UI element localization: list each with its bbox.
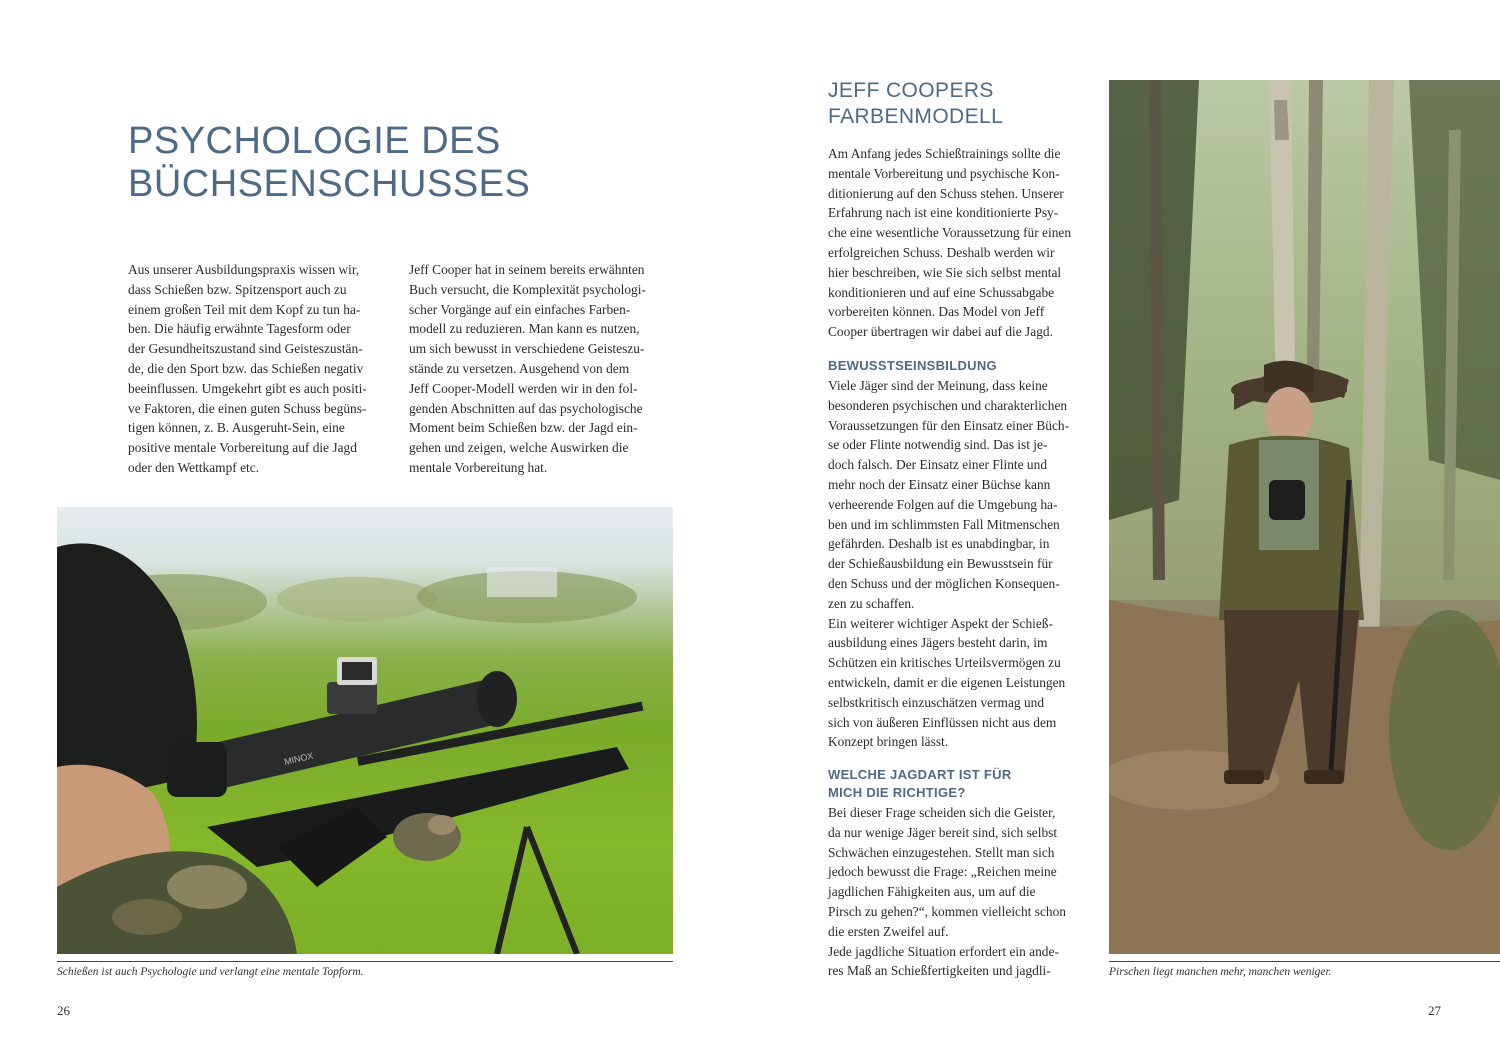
- text-line: doch falsch. Der Einsatz einer Flinte und: [828, 457, 1048, 473]
- text-line: gefährden. Deshalb ist es unabdingbar, in: [828, 536, 1050, 552]
- text-line: genden Abschnitten auf das psychologische: [409, 400, 643, 416]
- scope-brand: MINOX: [283, 750, 315, 767]
- text-line: Schwächen einzugestehen. Stellt man sich: [828, 844, 1055, 860]
- text-line: Bei dieser Frage scheiden sich die Geister,: [828, 805, 1056, 820]
- caption-rule: [57, 961, 673, 962]
- text-line: de, die den Sport bzw. das Schießen negativ: [128, 360, 364, 376]
- text-line: besonderen psychischen und charakterlichen: [828, 397, 1068, 413]
- text-line: vorbereiten können. Das Model von Jeff: [828, 304, 1045, 320]
- text-line: Jeff Cooper-Modell werden wir in den fol-: [409, 380, 638, 396]
- text-line: mentale Vorbereitung hat.: [409, 459, 548, 475]
- text-line: se oder Flinte notwendig sind. Das ist je-: [828, 437, 1048, 453]
- text-line: modell zu reduzieren. Man kann es nutzen,: [409, 321, 640, 337]
- text-line: Erfahrung nach ist eine konditionierte Psy-: [828, 205, 1059, 221]
- text-line: Buch versucht, die Komplexität psychologi-: [409, 281, 646, 297]
- text-column-1: [128, 260, 390, 478]
- text-line: dass Schießen bzw. Spitzensport auch zu: [128, 281, 347, 297]
- text-line: verheerende Folgen auf die Umgebung ha-: [828, 496, 1058, 512]
- subheading-jagdart: [828, 766, 1012, 802]
- text-line: jagdlichen Fähigkeiten aus, um auf die: [828, 884, 1036, 900]
- text-line: Konzept bringen lässt.: [828, 734, 949, 750]
- text-line: Jede jagdliche Situation erfordert ein ande-: [828, 943, 1059, 959]
- photo-caption: Pirschen liegt manchen mehr, manchen weniger.: [1109, 966, 1332, 978]
- subheading-line: BEWUSSTSEINSBILDUNG: [828, 358, 997, 373]
- text-line: einem großen Teil mit dem Kopf zu tun ha-: [128, 301, 361, 317]
- heading-line: FARBENMODELL: [828, 105, 1004, 128]
- text-line: entwickeln, damit er die eigenen Leistungen: [828, 674, 1066, 690]
- rifle-scope-illustration: [57, 507, 673, 954]
- text-line: Viele Jäger sind der Meinung, dass keine: [828, 378, 1048, 393]
- section1-text: [828, 376, 1090, 752]
- intro-text: [828, 144, 1090, 342]
- text-line: che eine wesentliche Voraussetzung für einen: [828, 225, 1072, 241]
- text-line: mentale Vorbereitung und psychische Kon-: [828, 165, 1060, 181]
- text-line: ben und im schlimmsten Fall Mitmenschen: [828, 516, 1060, 532]
- text-line: zen zu schaffen.: [828, 595, 915, 611]
- page-title: [128, 120, 688, 206]
- title-line: PSYCHOLOGIE DES: [128, 120, 501, 162]
- text-line: stände zu versetzen. Ausgehend von dem: [409, 360, 630, 376]
- text-line: erfolgreichen Schuss. Deshalb werden wir: [828, 244, 1055, 260]
- text-line: res Maß an Schießfertigkeiten und jagdli-: [828, 963, 1051, 979]
- text-line: jedoch bewusst die Frage: „Reichen meine: [828, 864, 1057, 880]
- text-line: die ersten Zweifel auf.: [828, 923, 949, 939]
- text-line: den Schuss und der möglichen Konsequen-: [828, 575, 1060, 591]
- text-line: scher Vorgänge auf ein einfaches Farben-: [409, 301, 631, 317]
- subheading-line: MICH DIE RICHTIGE?: [828, 785, 966, 800]
- text-line: Voraussetzungen für den Einsatz einer Büch-: [828, 417, 1070, 433]
- text-line: beeinflussen. Umgekehrt gibt es auch positi-: [128, 380, 367, 396]
- text-line: Pirsch zu gehen?“, kommen vielleicht schon: [828, 903, 1066, 919]
- text-line: Cooper übertragen wir dabei auf die Jagd.: [828, 324, 1053, 340]
- page-number: 26: [57, 1003, 70, 1018]
- text-line: Moment beim Schießen bzw. der Jagd ein-: [409, 420, 638, 436]
- text-line: selbstkritisch einzuschätzen vermag und: [828, 694, 1045, 710]
- text-line: gehen und zeigen, welche Auswirken die: [409, 440, 629, 456]
- forest-hunter-photo: [1109, 80, 1500, 954]
- text-line: sich von äußeren Einflüssen nicht aus dem: [828, 714, 1057, 730]
- text-line: hier beschreiben, wie Sie sich selbst mental: [828, 264, 1062, 280]
- photo-caption: Schießen ist auch Psychologie und verlangt eine mentale Topform.: [57, 966, 364, 978]
- text-line: Ein weiterer wichtiger Aspekt der Schieß-: [828, 615, 1053, 631]
- page-number: 27: [1428, 1003, 1441, 1018]
- text-line: Am Anfang jedes Schießtrainings sollte die: [828, 146, 1061, 161]
- title-line: BÜCHSENSCHUSSES: [128, 163, 531, 205]
- subheading-line: WELCHE JAGDART IST FÜR: [828, 767, 1012, 782]
- text-line: um sich bewusst in verschiedene Geisteszu-: [409, 341, 645, 357]
- text-line: konditionieren und auf eine Schussabgabe: [828, 284, 1055, 300]
- text-line: ditionierung auf den Schuss stehen. Unserer: [828, 185, 1064, 201]
- text-line: der Schießausbildung ein Bewusstsein für: [828, 556, 1053, 572]
- text-line: da nur wenige Jäger bereit sind, sich selbst: [828, 824, 1058, 840]
- text-column-2: [409, 260, 671, 478]
- text-line: ausbildung eines Jägers besteht darin, im: [828, 635, 1048, 651]
- text-line: ve Faktoren, die einen guten Schuss begüns-: [128, 400, 367, 416]
- text-line: oder den Wettkampf etc.: [128, 459, 260, 475]
- text-line: mehr noch der Einsatz einer Büchse kann: [828, 476, 1051, 492]
- caption-rule: [1109, 961, 1500, 962]
- text-line: der Gesundheitszustand sind Geisteszustän-: [128, 341, 363, 357]
- subheading-bewusstseinsbildung: [828, 357, 997, 375]
- section2-text: [828, 803, 1090, 981]
- text-line: Schützen ein kritisches Urteilsvermögen zu: [828, 655, 1061, 671]
- section-heading: [828, 78, 1003, 130]
- text-line: positive mentale Vorbereitung auf die Jagd: [128, 440, 357, 456]
- rifle-hunter-photo: [57, 507, 673, 954]
- text-line: tigen können, z. B. Ausgeruht-Sein, eine: [128, 420, 345, 436]
- heading-line: JEFF COOPERS: [828, 79, 994, 102]
- forest-illustration: [1109, 80, 1500, 954]
- text-line: ben. Die häufig erwähnte Tagesform oder: [128, 321, 351, 337]
- text-line: Jeff Cooper hat in seinem bereits erwähnten: [409, 262, 645, 277]
- text-line: Aus unserer Ausbildungspraxis wissen wir,: [128, 262, 360, 277]
